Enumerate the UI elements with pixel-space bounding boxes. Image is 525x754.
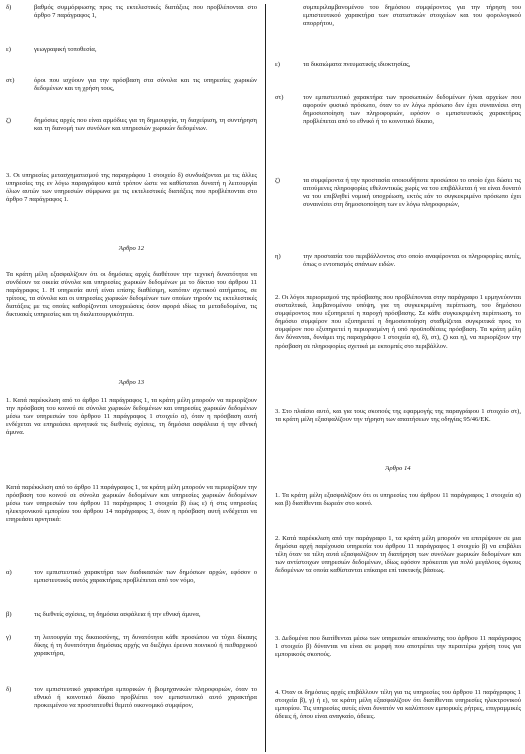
- list-item-label: ε): [275, 61, 280, 68]
- paragraph-3: 3. Στο πλαίσιο αυτό, και για τους σκοπούς της εφαρμογής της παραγράφου 1 στοιχείο στ), τα κράτη μέλη εξασφαλίζουν την τήρηση των απαιτήσεων της οδηγίας 95/46/ΕΚ.: [275, 408, 521, 424]
- article-12-text: Τα κράτη μέλη εξασφαλίζουν ότι οι δημόσιες αρχές διαθέτουν την τεχνική δυνατότητα να συνδέουν τα οικεία σύνολα και υπηρεσίες χωρικών δεδομένων με το δίκτυο του άρθρου 11 παράγραφος 1. Η υπηρεσία αυτή είναι επίσης διαθέσιμη, κατόπιν σχετικού αιτήματος, σε τρίτους, τα σύνολα και οι υπηρεσίες χωρικών δεδομένων των οποίων τηρούν τις εκτελεστικές διατάξεις με τις οποίες καθορίζονται υποχρεώσεις όσον αφορά ιδίως τα μεταδεδομένα, τις δικτυακές υπηρεσίες και τη διαλειτουργικότητα.: [6, 271, 257, 319]
- list-item-text: τα δικαιώματα πνευματικής ιδιοκτησίας,: [303, 61, 411, 68]
- list-item-st: [6, 77, 257, 93]
- article-12-heading: Άρθρο 12: [118, 245, 145, 252]
- list-item-d2: [6, 686, 257, 710]
- list-item-e: [6, 46, 257, 54]
- article-14-paragraph-2: 2. Κατά παρέκκλιση από την παράγραφο 1, τα κράτη μέλη μπορούν να επιτρέψουν σε μια δημόσια αρχή παρέχουσα υπηρεσία του άρθρου 11 παράγραφος 1 στοιχείο β) να επιβάλει τέλη όταν τα τέλη αυτά εξασφαλίζουν τη διατήρηση των συνόλων χωρικών δεδομένων και των αντίστοιχων υπηρεσιών δεδομένων, ιδίως εφόσον πρόκειται για πολύ μεγάλους όγκους δεδομένων τα οποία καθίστανται επίκαιρα επί τακτικής βάσεως.: [275, 535, 521, 575]
- list-item-a: [6, 569, 257, 585]
- list-item-text: τις διεθνείς σχέσεις, τη δημόσια ασφάλεια ή την εθνική άμυνα,: [34, 611, 201, 618]
- list-item-text: συμπεριλαμβανομένου του δημόσιου συμφέροντος για την τήρηση του εμπιστευτικού χαρακτήρα των στατιστικών στοιχείων και του φορολογικού απορρήτου,: [303, 4, 521, 28]
- list-item-st: [275, 94, 521, 126]
- list-item-label: β): [6, 611, 12, 618]
- list-item-text: τον εμπιστευτικό χαρακτήρα των προσωπικών δεδομένων ή/και αρχείων που αφορούν φυσικό πρόσωπο, όταν το εν λόγω πρόσωπο δεν έχει συναινέσει στη δημοσιοποίηση των πληροφοριών, εφόσον ο εμπιστευτικός χαρακτήρας προβλέπεται από το εθνικό ή το κοινοτικό δίκαιο,: [303, 94, 521, 126]
- list-item-label: α): [6, 569, 12, 576]
- list-item-label: στ): [275, 94, 284, 101]
- list-item-z: [6, 117, 257, 133]
- article-14-paragraph-3: 3. Δεδομένα που διατίθενται μέσω των υπηρεσιών απεικόνισης του άρθρου 11 παράγραφος 1 στοιχείο β) δύνανται να είναι σε μορφή που αποτρέπει την περαιτέρω χρήση τους για εμπορικούς σκοπούς.: [275, 635, 521, 659]
- list-item-label: ζ): [6, 117, 11, 124]
- article-13-paragraph-b: Κατά παρέκκλιση από το άρθρο 11 παράγραφος 1, τα κράτη μέλη μπορούν να περιορίζουν την πρόσβαση του κοινού σε σύνολα χωρικών δεδομένων και υπηρεσίες χωρικών δεδομένων μέσω των υπηρεσιών του άρθρου 11 παράγραφος 1 στοιχεία β) έως ε) ή στις υπηρεσίες ηλεκτρονικού εμπορίου του άρθρου 14 παράγραφος 3, όταν η πρόσβαση αυτή ενδέχεται να επηρεάσει αρνητικά:: [6, 484, 257, 524]
- list-item-text: τον εμπιστευτικό χαρακτήρα εμπορικών ή βιομηχανικών πληροφοριών, όταν το εθνικό ή κοινοτικό δίκαιο προβλέπει τον εμπιστευτικό αυτό χαρακτήρα προκειμένου να προστατευθεί θεμιτό οικονομικό συμφέρον,: [34, 686, 257, 710]
- article-14-paragraph-4: 4. Όταν οι δημόσιες αρχές επιβάλλουν τέλη για τις υπηρεσίες του άρθρου 11 παράγραφος 1 στοιχεία β), γ) ή ε), τα κράτη μέλη εξασφαλίζουν ότι διατίθενται υπηρεσίες ηλεκτρονικού εμπορίου. Τις υπηρεσίες αυτές είναι δυνατόν να καλύπτουν εμπορικές ρήτρες, επιγραμμικές άδειες ή, όπου είναι αναγκαίο, άδειες.: [275, 689, 521, 721]
- list-item-label: η): [275, 253, 281, 260]
- paragraph-2: 2. Οι λόγοι περιορισμού της πρόσβασης που προβλέπονται στην παράγραφο 1 ερμηνεύονται συσταλτικά, λαμβανομένου υπόψη, για τη συγκεκριμένη περίπτωση, του δημόσιου συμφέροντος που εξυπηρετεί η παροχή πρόσβασης. Σε κάθε συγκεκριμένη περίπτωση, το δημόσιο συμφέρον που εξυπηρετεί η δημοσιοποίηση σταθμίζεται συγκριτικά προς το συμφέρον που εξυπηρετεί η περιορισμένη ή υπό προϋποθέσεις πρόσβαση. Τα κράτη μέλη δεν δύνανται, δυνάμει της παραγράφου 1 στοιχεία α), δ), στ), ζ) και η), να περιορίζουν την πρόσβαση σε πληροφορίες σχετικά με εκπομπές στο περιβάλλον.: [275, 294, 521, 350]
- article-13-paragraph-1: 1. Κατά παρέκκλιση από το άρθρο 11 παράγραφος 1, τα κράτη μέλη μπορούν να περιορίζουν την πρόσβαση του κοινού σε σύνολα χωρικών δεδομένων και υπηρεσίες χωρικών δεδομένων μέσω των υπηρεσιών του άρθρου 11 παράγραφος 1 στοιχείο α), όταν η πρόσβαση αυτή ενδέχεται να επηρεάσει αρνητικά τις διεθνείς σχέσεις, τη δημόσια ασφάλεια ή την εθνική άμυνα.: [6, 397, 257, 437]
- list-item-g: [6, 634, 257, 658]
- list-item-text: τη λειτουργία της δικαιοσύνης, τη δυνατότητα κάθε προσώπου να τύχει δίκαιης δίκης ή τη δυνατότητα δημόσιας αρχής να διεξάγει έρευνα ποινικού ή πειθαρχικού χαρακτήρα,: [34, 634, 257, 658]
- list-item-z: [275, 177, 521, 209]
- list-item-text: βαθμός συμμόρφωσης προς τις εκτελεστικές διατάξεις που προβλέπονται στο άρθρο 7 παράγραφος 1,: [34, 4, 257, 20]
- list-item-text: την προστασία του περιβάλλοντος στο οποίο αναφέρονται οι πληροφορίες αυτές, όπως ο εντοπισμός σπάνιων ειδών.: [303, 253, 521, 269]
- list-item-text: όροι που ισχύουν για την πρόσβαση στα σύνολα και τις υπηρεσίες χωρικών δεδομένων και τη χρήση τους,: [34, 77, 257, 93]
- list-item-label: ε): [6, 46, 11, 53]
- article-13-heading: Άρθρο 13: [118, 379, 145, 386]
- list-item-text: τον εμπιστευτικό χαρακτήρα των διαδικασιών των δημόσιων αρχών, εφόσον ο εμπιστευτικός αυτός χαρακτήρας προβλέπεται από τον νόμο,: [34, 569, 257, 585]
- continued-item-d: [275, 4, 521, 28]
- list-item-text: γεωγραφική τοποθεσία,: [34, 46, 97, 53]
- list-item-label: δ): [6, 4, 12, 11]
- list-item-d: [6, 4, 257, 20]
- list-item-label: γ): [6, 634, 12, 641]
- list-item-h: [275, 253, 521, 269]
- paragraph-3: 3. Οι υπηρεσίες μετασχηματισμού της παραγράφου 1 στοιχείο δ) συνδυάζονται με τις άλλες υπηρεσίες της εν λόγω παραγράφου κατά τρόπον ώστε να καθίσταται δυνατή η λειτουργία όλων αυτών των υπηρεσιών σύμφωνα με τις εκτελεστικές διατάξεις που προβλέπονται στο άρθρο 7 παράγραφος 1.: [6, 172, 257, 204]
- list-item-label: ζ): [275, 177, 280, 184]
- list-item-e: [275, 61, 521, 69]
- list-item-text: τα συμφέροντα ή την προστασία οποιουδήποτε προσώπου το οποίο έχει δώσει τις αιτούμενες πληροφορίες εθελοντικώς χωρίς να του επιβάλλεται ή να είναι δυνατό να του επιβληθεί νομική υποχρέωση, εκτός εάν το συγκεκριμένο πρόσωπο έχει συναινέσει στη δημοσιοποίηση των εν λόγω πληροφοριών,: [303, 177, 521, 209]
- list-item-text: δημόσιες αρχές που είναι αρμόδιες για τη δημιουργία, τη διαχείριση, τη συντήρηση και τη διανομή των συνόλων και υπηρεσιών χωρικών δεδομένων.: [34, 117, 257, 133]
- article-14-paragraph-1: 1. Τα κράτη μέλη εξασφαλίζουν ότι οι υπηρεσίες του άρθρου 11 παράγραφος 1 στοιχεία α) και β) διατίθενται δωρεάν στο κοινό.: [275, 492, 521, 508]
- article-14-heading: Άρθρο 14: [385, 465, 411, 472]
- list-item-b: [6, 611, 257, 619]
- column-divider: [265, 4, 266, 752]
- list-item-label: στ): [6, 77, 15, 84]
- list-item-label: δ): [6, 686, 12, 693]
